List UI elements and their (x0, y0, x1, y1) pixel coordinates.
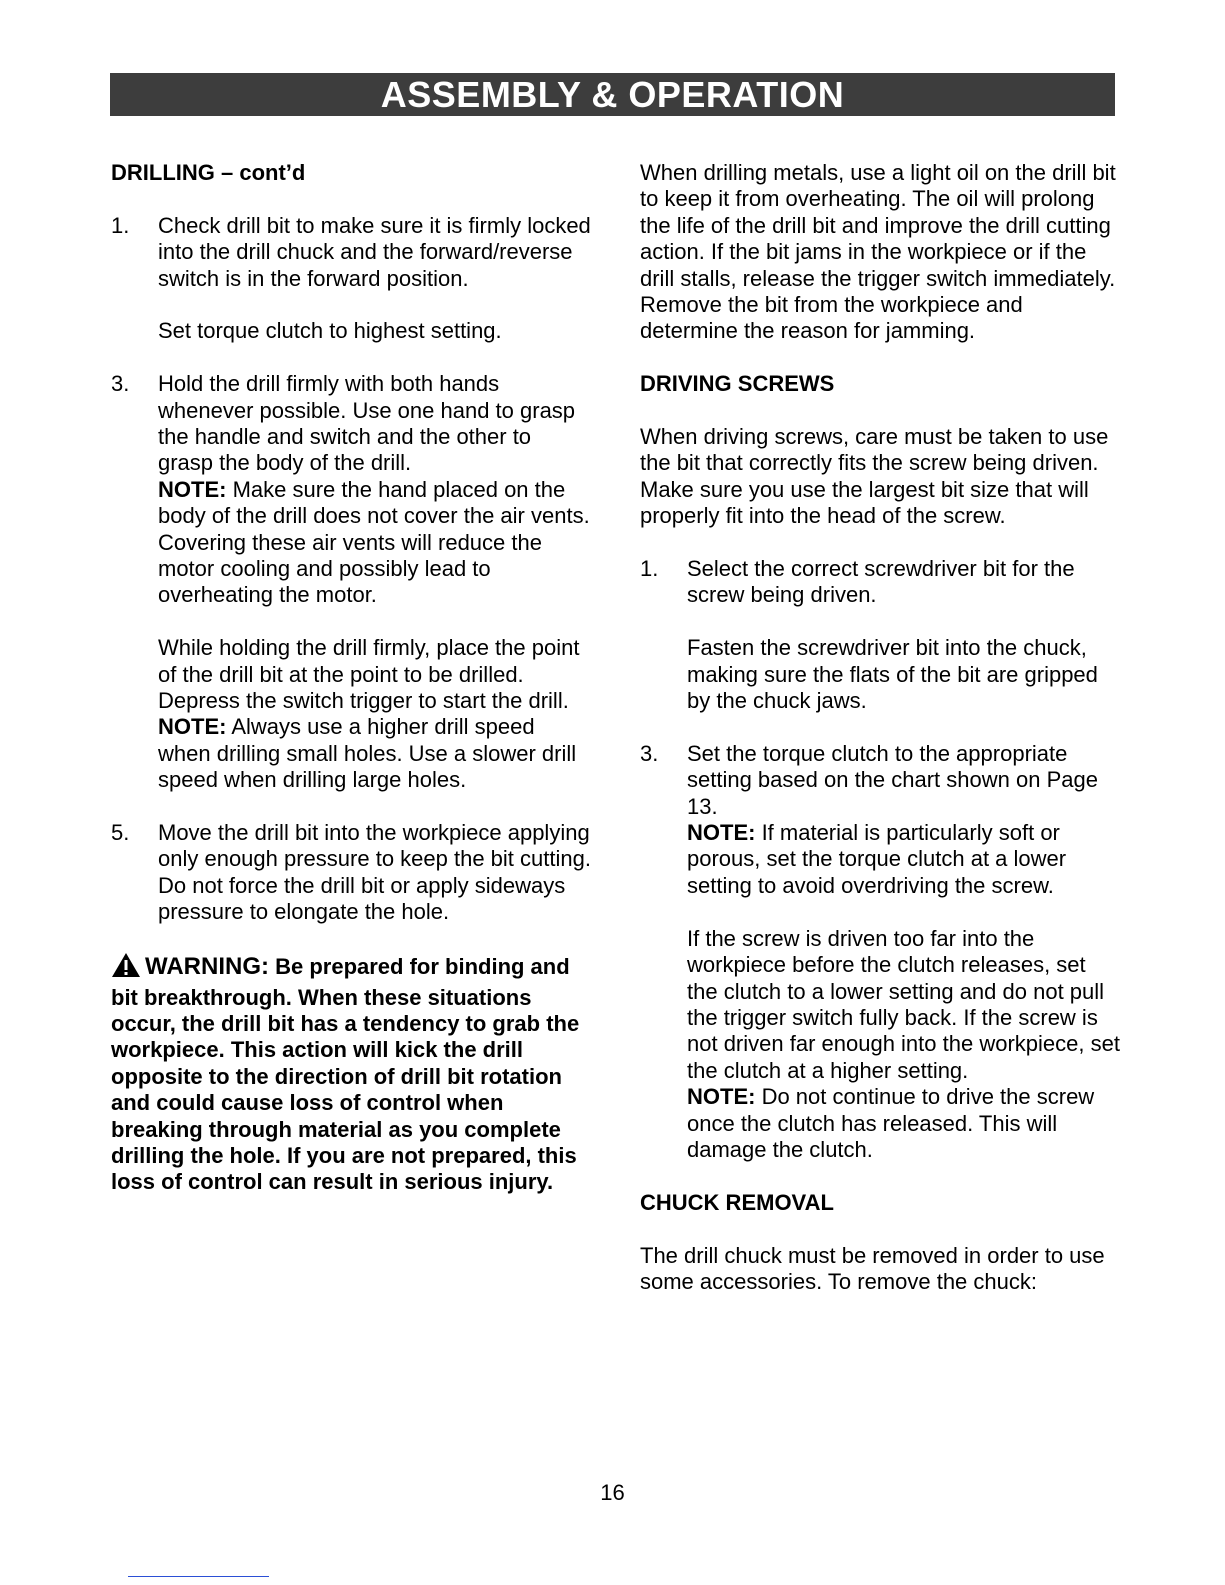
drilling-step-5 (111, 820, 591, 926)
note-text: Do not continue to drive the screw once the clutch has released. This will damage the clutch. (687, 1084, 1095, 1162)
drilling-heading: DRILLING – cont’d (111, 160, 306, 185)
step-text: While holding the drill firmly, place the point of the drill bit at the point to be drilled. Depress the switch trigger to start the drill. (158, 635, 580, 714)
drilling-step-2: Set torque clutch to highest setting. (158, 318, 502, 344)
step-text: Check drill bit to make sure it is firmly locked into the drill chuck and the forward/reverse switch is in the forward position. (158, 212, 591, 291)
screws-step-3 (640, 741, 1120, 899)
note-text: Always use a higher drill speed when drilling small holes. Use a slower drill speed when drilling large holes. (158, 714, 577, 793)
drilling-step-4 (111, 635, 591, 793)
note-text: Make sure the hand placed on the body of the drill does not cover the air vents. Covering these air vents will reduce the motor cooling and possibly lead to overheating the motor. (158, 476, 590, 608)
step-number: 3. (111, 371, 130, 397)
step-text: Set the torque clutch to the appropriate setting based on the chart shown on Page 13. (687, 740, 1098, 819)
step-number: 3. (640, 740, 659, 766)
screws-step-1 (640, 556, 1120, 609)
warning-label: WARNING: (145, 953, 269, 981)
left-column (111, 160, 591, 1196)
step-text: If the screw is driven too far into the workpiece before the clutch releases, set the clutch to a lower setting and do not pull the trigger switch fully back. If the screw is not driven far enough into the workpiece, set the clutch at a higher setting. (687, 925, 1120, 1083)
drilling-step-1 (111, 213, 591, 292)
driving-screws-heading: DRIVING SCREWS (640, 371, 835, 397)
note-label: NOTE: (158, 714, 227, 740)
note-label: NOTE: (158, 476, 227, 502)
drilling-step-3 (111, 371, 591, 609)
warning-text: Be prepared for binding and bit breakthrough. When these situations occur, the drill bit has a tendency to grab the workpiece. This action will kick the drill opposite to the direction of drill bit rotation and could cause loss of control when breaking through material as you complete drilling the hole. If you are not prepared, this loss of control can result in serious injury. (111, 954, 580, 1195)
step-text: Select the correct screwdriver bit for the screw being driven. (687, 556, 1075, 608)
screws-step-2: Fasten the screwdriver bit into the chuck, making sure the flats of the bit are gripped by the chuck jaws. (687, 635, 1098, 714)
metals-paragraph: When drilling metals, use a light oil on the drill bit to keep it from overheating. The oil will prolong the life of the drill bit and improve the drill cutting action. If the bit jams in the workpiece or if the drill stalls, release the trigger switch immediately. Remove the bit from the workpiece and determine the reason for jamming. (640, 160, 1116, 344)
chuck-removal-heading: CHUCK REMOVAL (640, 1189, 834, 1215)
warning-triangle-icon (111, 952, 141, 984)
driving-screws-paragraph: When driving screws, care must be taken to use the bit that correctly fits the screw being driven. Make sure you use the largest bit size that will properly fit into the head of the screw. (640, 424, 1109, 529)
warning-block (111, 952, 591, 1196)
step-number: 1. (640, 556, 659, 582)
screws-step-4 (640, 926, 1120, 1164)
note-label: NOTE: (687, 1084, 756, 1110)
step-text: Hold the drill firmly with both hands whenever possible. Use one hand to grasp the handle and switch and the other to grasp the body of the drill. (158, 371, 576, 476)
footer-link-underline (128, 1576, 269, 1577)
step-text: Move the drill bit into the workpiece applying only enough pressure to keep the bit cutting. Do not force the drill bit or apply sideways pressure to elongate the hole. (158, 820, 591, 925)
step-number: 5. (111, 820, 130, 846)
chuck-removal-paragraph: The drill chuck must be removed in order to use some accessories. To remove the chuck: (640, 1242, 1105, 1294)
note-label: NOTE: (687, 820, 756, 846)
section-banner: ASSEMBLY & OPERATION (110, 73, 1115, 116)
note-text: If material is particularly soft or porous, set the torque clutch at a lower setting to avoid overdriving the screw. (687, 820, 1067, 898)
right-column (640, 160, 1120, 1322)
page-number: 16 (600, 1480, 625, 1505)
step-number: 1. (111, 212, 130, 238)
